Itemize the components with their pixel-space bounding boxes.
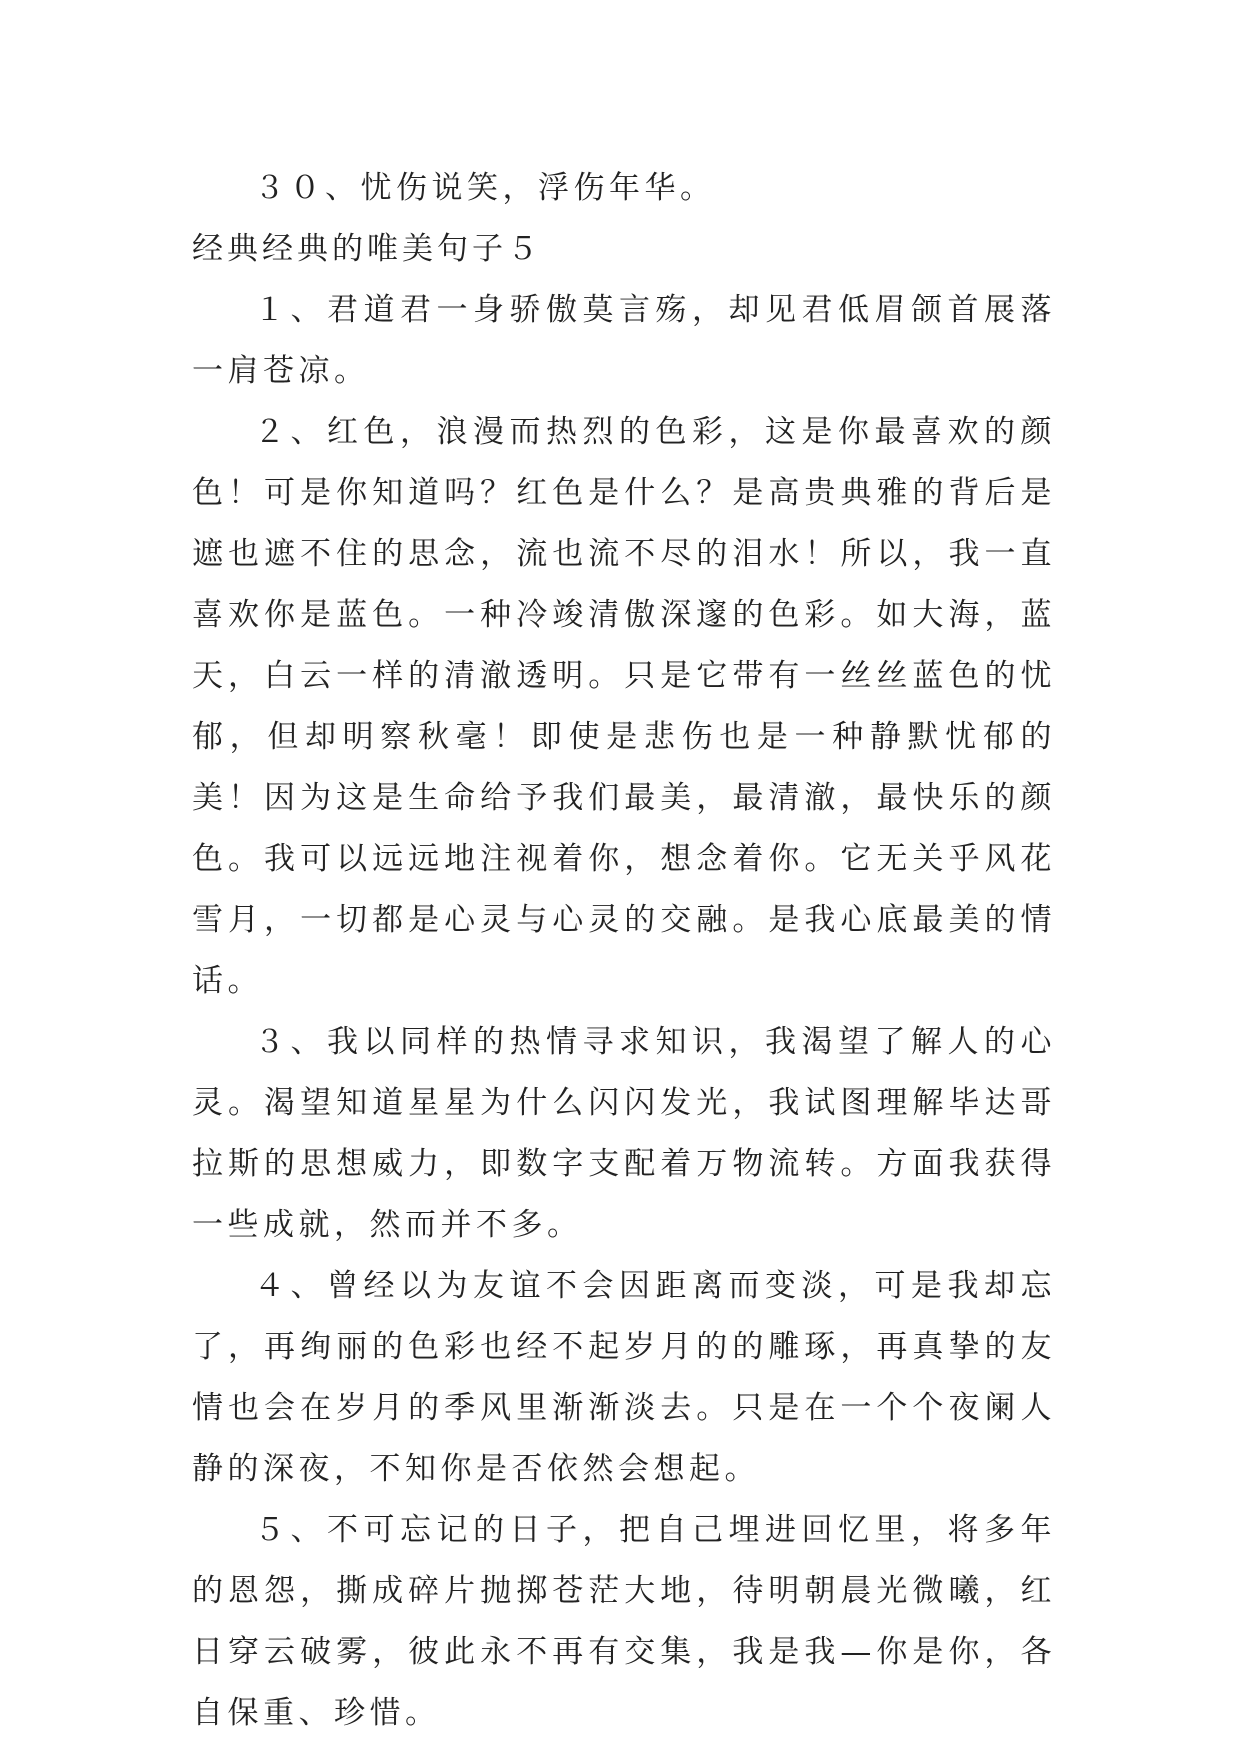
section-heading: 经典经典的唯美句子５	[192, 231, 542, 267]
sentence-2: ２、红色，浪漫而热烈的色彩，这是你最喜欢的颜色！可是你知道吗？红色是什么？是高贵典雅的背后是遮也遮不住的思念，流也流不尽的泪水！所以，我一直喜欢你是蓝色。一种冷竣清傲深邃的色彩。如大海，蓝天，白云一样的清澈透明。只是它带有一丝丝蓝色的忧郁，但却明察秋毫！即使是悲伤也是一种静默忧郁的美！因为这是生命给予我们最美，最清澈，最快乐的颜色。我可以远远地注视着你，想念着你。它无关乎风花雪月，一切都是心灵与心灵的交融。是我心底最美的情话。	[192, 414, 1056, 999]
sentence-5: ５、不可忘记的日子，把自己埋进回忆里，将多年的恩怨，撕成碎片抛掷苍茫大地，待明朝晨光微曦，红日穿云破雾，彼此永不再有交集，我是我—你是你，各自保重、珍惜。	[192, 1512, 1056, 1731]
sentence-4: ４、曾经以为友谊不会因距离而变淡，可是我却忘了，再绚丽的色彩也经不起岁月的的雕琢，再真挚的友情也会在岁月的季风里渐渐淡去。只是在一个个夜阑人静的深夜，不知你是否依然会想起。	[192, 1268, 1056, 1487]
sentence-3: ３、我以同样的热情寻求知识，我渴望了解人的心灵。渴望知道星星为什么闪闪发光，我试图理解毕达哥拉斯的思想威力，即数字支配着万物流转。方面我获得一些成就，然而并不多。	[192, 1024, 1056, 1243]
document-page	[192, 158, 1056, 1744]
sentence-1: １、君道君一身骄傲莫言殇，却见君低眉颌首展落一肩苍凉。	[192, 292, 1056, 389]
sentence-30: ３０、忧伤说笑，浮伤年华。	[254, 170, 716, 206]
